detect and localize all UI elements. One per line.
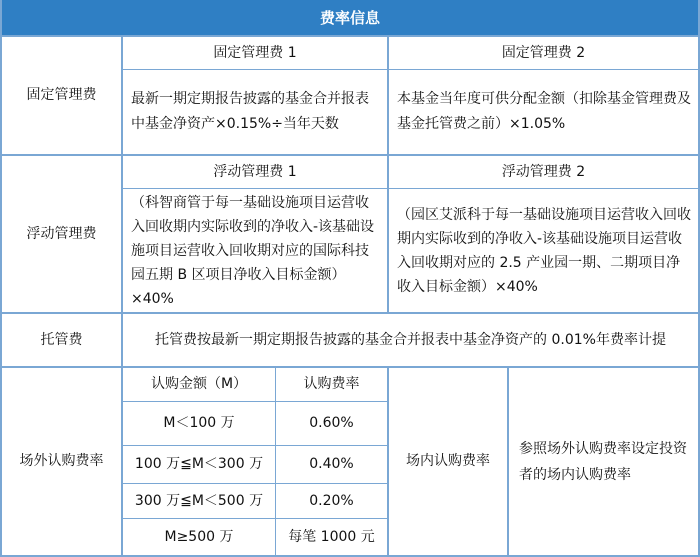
custody-fee-text: 托管费按最新一期定期报告披露的基金合并报表中基金净资产的 0.01%年费率计提 xyxy=(155,331,666,348)
offsite-subscription-label: 场外认购费率 xyxy=(19,453,104,469)
subscription-amount-header: 认购金额（M） xyxy=(150,376,248,392)
subscription-rate-cell: 0.40% xyxy=(309,456,354,472)
subscription-amount-cell: M＜100 万 xyxy=(163,415,235,431)
subscription-rate-cell: 0.60% xyxy=(309,415,354,431)
onsite-subscription-text: 参照场外认购费率设定投资者的场内认购费率 xyxy=(519,440,687,483)
custody-fee-label: 托管费 xyxy=(40,331,83,348)
floating-fee-label: 浮动管理费 xyxy=(26,225,97,242)
fixed-fee-1-title: 固定管理费 1 xyxy=(213,44,297,61)
fixed-fee-1-text: 最新一期定期报告披露的基金合并报表中基金净资产×0.15%÷当年天数 xyxy=(131,91,369,132)
subscription-rate-cell: 0.20% xyxy=(309,492,354,509)
table-title: 费率信息 xyxy=(0,0,700,35)
subscription-rate-cell: 每笔 1000 元 xyxy=(288,528,375,545)
subscription-amount-cell: 100 万≦M＜300 万 xyxy=(134,456,264,472)
floating-fee-2-text: （园区艾派科于每一基础设施项目运营收入回收期内实际收到的净收入-该基础设施项目运营收入回收期对应的 2.5 产业园一期、二期项目净收入目标金额）×40% xyxy=(397,206,691,295)
fixed-fee-2-text: 本基金当年度可供分配金额（扣除基金管理费及基金托管费之前）×1.05% xyxy=(397,91,691,132)
fixed-fee-2-title: 固定管理费 2 xyxy=(501,44,586,61)
onsite-subscription-label: 场内认购费率 xyxy=(406,453,490,469)
floating-fee-2-title: 浮动管理费 2 xyxy=(501,163,586,180)
fixed-fee-label: 固定管理费 xyxy=(26,87,97,103)
subscription-amount-cell: M≥500 万 xyxy=(164,528,234,545)
subscription-amount-cell: 300 万≦M＜500 万 xyxy=(134,492,264,509)
floating-fee-1-text: （科智商管于每一基础设施项目运营收入回收期内实际收到的净收入-该基础设施项目运营收入回收期对应的国际科技园五期 B 区项目净收入目标金额）×40% xyxy=(131,194,375,307)
floating-fee-1-title: 浮动管理费 1 xyxy=(213,163,297,180)
subscription-rate-header: 认购费率 xyxy=(303,376,360,392)
